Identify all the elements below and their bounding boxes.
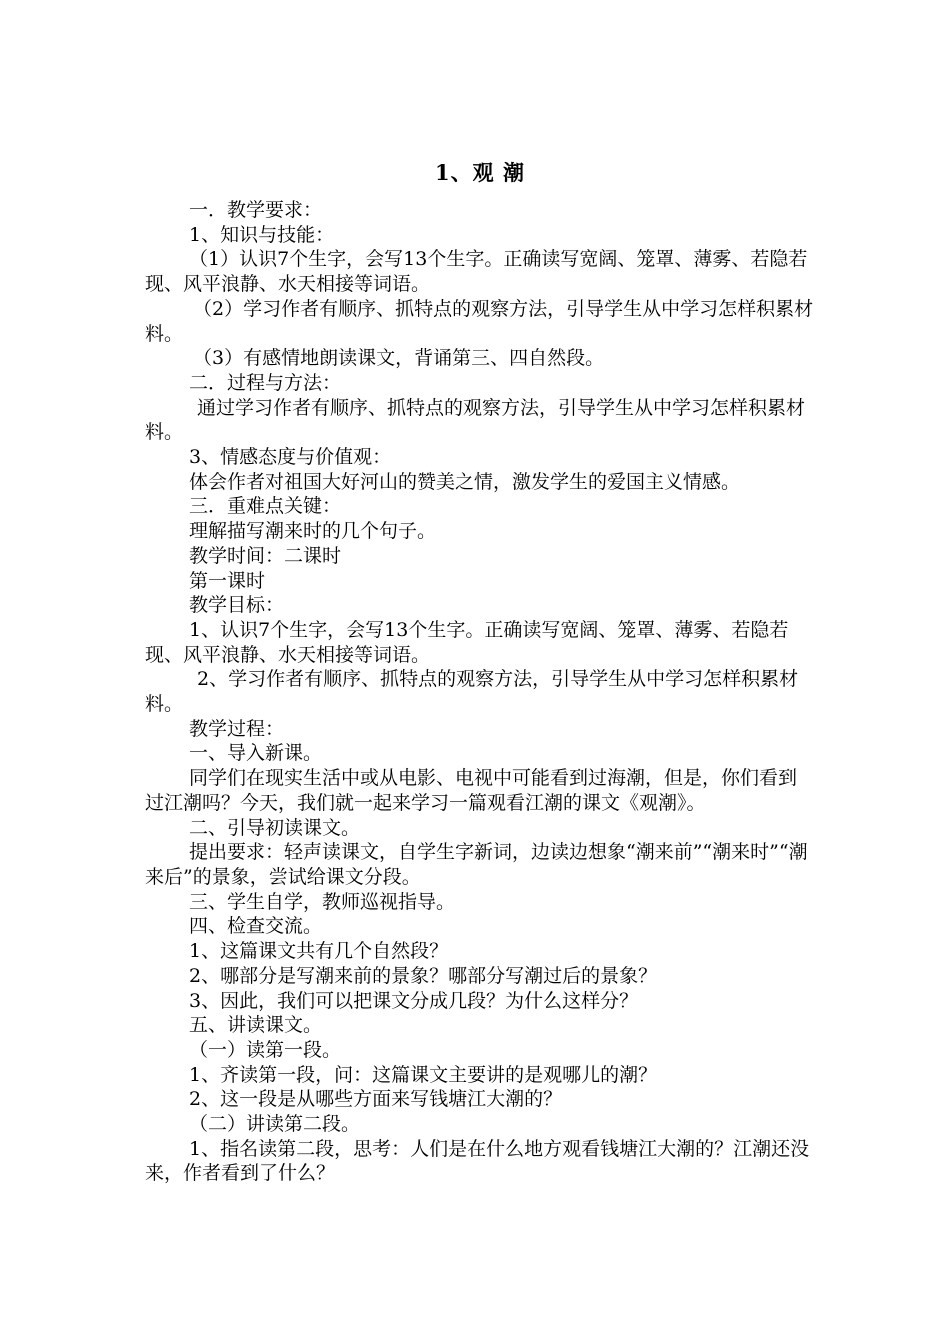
objective-2: 2、学习作者有顺序、抓特点的观察方法，引导学生从中学习怎样积累材料。 bbox=[145, 668, 799, 716]
question-2: 2、哪部分是写潮来前的景象？哪部分写潮过后的景象？ bbox=[189, 964, 658, 987]
document-page bbox=[145, 158, 815, 1186]
teaching-process-heading: 教学过程： bbox=[189, 717, 285, 740]
section-heading-requirements: 一．教学要求： bbox=[189, 199, 323, 221]
read-first-question-2: 2、这一段是从哪些方面来写钱塘江大潮的？ bbox=[189, 1088, 563, 1111]
step-introduction: 一、导入新课。 bbox=[189, 742, 323, 765]
paragraph-key-points: 理解描写潮来时的几个句子。 bbox=[189, 520, 437, 543]
question-3: 3、因此，我们可以把课文分成几段？为什么这样分？ bbox=[189, 989, 639, 1012]
step-check-exchange: 四、检查交流。 bbox=[189, 915, 323, 938]
teaching-time: 教学时间：二课时 bbox=[189, 544, 342, 567]
paragraph-goal-2: （2）学习作者有顺序、抓特点的观察方法，引导学生从中学习怎样积累材料。 bbox=[145, 297, 814, 345]
read-second-question-1: 1、指名读第二段，思考：人们是在什么地方观看钱塘江大潮的？江潮还没来，作者看到了什么？ bbox=[145, 1137, 810, 1185]
section-heading-key-points: 三．重难点关键： bbox=[189, 495, 342, 518]
objective-1: 1、认识7个生字，会写13个生字。正确读写宽阔、笼罩、薄雾、若隐若现、风平浪静、水天相接等词语。 bbox=[145, 618, 789, 666]
paragraph-attitude-values: 体会作者对祖国大好河山的赞美之情，激发学生的爱国主义情感。 bbox=[189, 470, 741, 493]
section-heading-process-method: 二．过程与方法： bbox=[189, 371, 342, 394]
step-self-study: 三、学生自学，教师巡视指导。 bbox=[189, 890, 456, 913]
step-first-reading: 二、引导初读课文。 bbox=[189, 816, 361, 839]
read-first-question-1: 1、齐读第一段，问：这篇课文主要讲的是观哪儿的潮？ bbox=[189, 1063, 658, 1086]
subsection-read-second: （二）讲读第二段。 bbox=[189, 1113, 361, 1136]
step-explain-text: 五、讲读课文。 bbox=[189, 1014, 323, 1037]
question-1: 1、这篇课文共有几个自然段？ bbox=[189, 940, 449, 963]
paragraph-goal-1: （1）认识7个生字，会写13个生字。正确读写宽阔、笼罩、薄雾、若隐若现、风平浪静、水天相接等词语。 bbox=[145, 248, 808, 296]
subsection-read-first: （一）读第一段。 bbox=[189, 1038, 342, 1061]
subheading-attitude-values: 3、情感态度与价值观： bbox=[189, 446, 392, 469]
paragraph-introduction: 同学们在现实生活中或从电影、电视中可能看到过海潮，但是，你们看到过江潮吗？今天，我们就一起来学习一篇观看江潮的课文《观潮》。 bbox=[145, 767, 798, 814]
paragraph-goal-3: （3）有感情地朗读课文，背诵第三、四自然段。 bbox=[193, 347, 605, 370]
first-lesson-heading: 第一课时 bbox=[189, 569, 266, 592]
subheading-knowledge-skills: 1、知识与技能： bbox=[189, 223, 335, 246]
paragraph-process-method: 通过学习作者有顺序、抓特点的观察方法，引导学生从中学习怎样积累材料。 bbox=[145, 396, 806, 444]
paragraph-requirements: 提出要求：轻声读课文，自学生字新词，边读边想象“潮来前”“潮来时”“潮来后”的景象，尝试给课文分段。 bbox=[145, 841, 808, 888]
page-title: 1、观 潮 bbox=[435, 160, 525, 185]
teaching-objectives-heading: 教学目标： bbox=[189, 594, 285, 617]
